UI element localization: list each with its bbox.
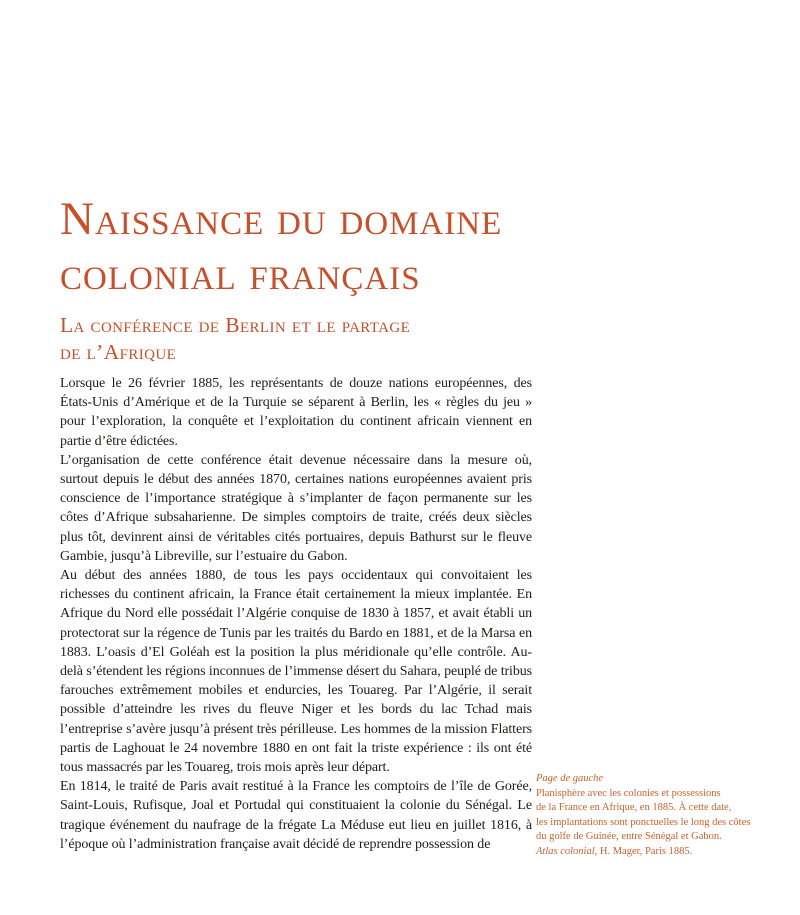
caption-source-title: Atlas colonial [536, 845, 595, 857]
image-caption [536, 772, 786, 860]
page-title [60, 192, 570, 302]
caption-source-rest: , H. Mager, Paris 1885. [594, 845, 693, 857]
paragraph: Au début des années 1880, de tous les pays occidentaux qui convoitaient les richesses du continent africain, la France était certainement la mieux implantée. En Afrique du Nord elle possédait l’Algérie conquise de 1830 à 1857, et avait établi un protectorat sur la régence de Tunis par les traités du Bardo en 1881, et de la Marsa en 1883. L’oasis d’El Goléah est la position la plus méridionale qu’elle contrôle. Au-delà s’étendent les régions inconnues de l’immense désert du Sahara, peuplé de tribus farouches extrêmement mobiles et endurcies, les Touareg. Par l’Algérie, il serait possible d’atteindre les rives du fleuve Niger et les bords du lac Tchad mais l’entreprise s’avère jusqu’à présent très périlleuse. Les hommes de la mission Flatters partis de Laghouat le 24 novembre 1880 en ont fait la triste expérience : ils ont été tous massacrés par les Touareg, trois mois après leur départ. [60, 568, 532, 776]
paragraph: Lorsque le 26 février 1885, les représentants de douze nations européennes, des États-Unis d’Amérique et de la Turquie se séparent à Berlin, les « règles du jeu » pour l’exploration, la conquête et l’exploitation du continent africain viennent en partie d’être édictées. [60, 376, 532, 449]
page-title-line-2: colonial français [60, 248, 421, 300]
caption-line: les implantations sont ponctuelles le long des côtes [536, 816, 751, 828]
section-heading-line-1: La conférence de Berlin et le partage [60, 313, 411, 337]
caption-line: Planisphère avec les colonies et possessions [536, 787, 721, 799]
paragraph: L’organisation de cette conférence était devenue nécessaire dans la mesure où, surtout depuis le début des années 1870, certaines nations européennes avaient pris conscience de l’importance stratégique à s’implanter de façon permanente sur les côtes d’Afrique subsaharienne. De simples comptoirs de traite, créés deux siècles plus tôt, devinrent ainsi de véritables cités portuaires, depuis Bathurst sur le fleuve Gambie, jusqu’à Libreville, sur l’estuaire du Gabon. [60, 452, 532, 564]
caption-line: de la France en Afrique, en 1885. À cette date, [536, 802, 732, 814]
section-heading-line-2: de l’Afrique [60, 340, 177, 364]
paragraph: En 1814, le traité de Paris avait restitué à la France les comptoirs de l’île de Gorée, Saint-Louis, Rufisque, Joal et Portudal qui constituaient la colonie du Sénégal. Le tragique événement du naufrage de la frégate La Méduse eut lieu en juillet 1816, à l’époque où l’administration française avait décidé de reprendre possession de [60, 779, 532, 852]
caption-line: du golfe de Guinée, entre Sénégal et Gabon. [536, 831, 722, 843]
body-text [60, 374, 532, 854]
section-heading [60, 312, 520, 366]
caption-kicker: Page de gauche [536, 773, 604, 784]
caption-source [536, 845, 786, 860]
page-title-line-1: Naissance du domaine [60, 193, 503, 245]
